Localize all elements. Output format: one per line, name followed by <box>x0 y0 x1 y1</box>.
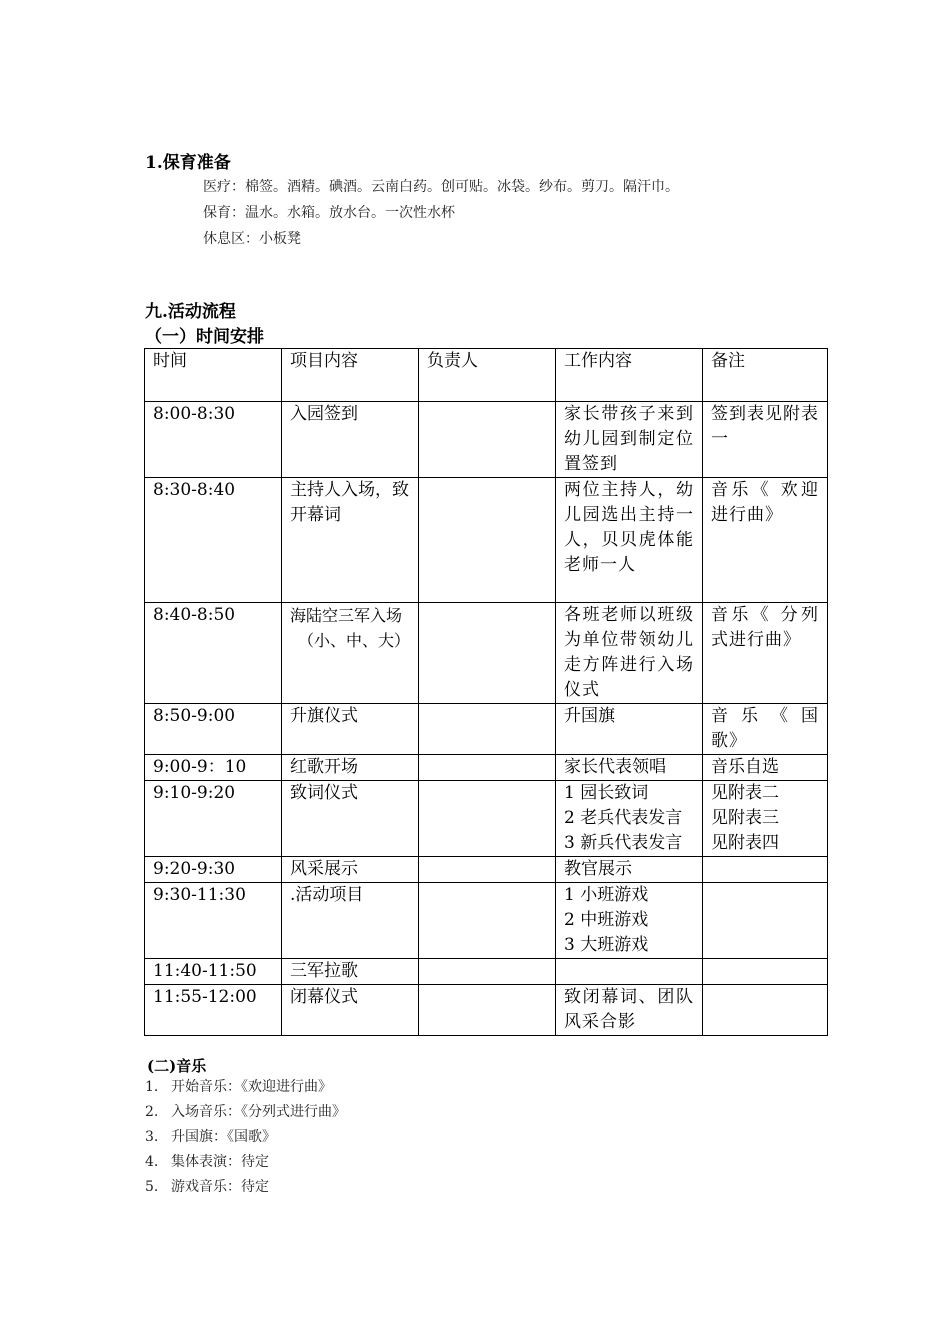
header-work: 工作内容 <box>556 349 703 402</box>
cell-item: 致词仪式 <box>282 781 419 857</box>
schedule-table <box>144 348 828 1036</box>
cell-time: 8:00-8:30 <box>145 402 282 478</box>
cell-item: 闭幕仪式 <box>282 985 419 1036</box>
list-item <box>145 1178 346 1203</box>
care-prep-medical: 医疗：棉签。酒精。碘酒。云南白药。创可贴。冰袋。纱布。剪刀。隔汗巾。 <box>203 179 679 195</box>
section-title-music: (二)音乐 <box>147 1057 207 1075</box>
cell-note <box>703 985 828 1036</box>
cell-item <box>282 603 419 704</box>
cell-work <box>556 883 703 959</box>
care-prep-nursing: 保育：温水。水箱。放水台。一次性水杯 <box>203 205 455 221</box>
cell-time: 9:00-9：10 <box>145 755 282 781</box>
care-prep-rest-area: 休息区：小板凳 <box>203 231 301 247</box>
cell-note: 音 乐 《 国歌》 <box>703 704 828 755</box>
cell-owner <box>419 603 556 704</box>
cell-owner <box>419 478 556 603</box>
cell-item: 升旗仪式 <box>282 704 419 755</box>
cell-work <box>556 959 703 985</box>
list-item-text: 集体表演：待定 <box>171 1154 269 1170</box>
cell-owner <box>419 985 556 1036</box>
music-list <box>145 1078 346 1203</box>
header-time: 时间 <box>145 349 282 402</box>
cell-item: 入园签到 <box>282 402 419 478</box>
list-item <box>145 1153 346 1178</box>
cell-item-line: （小、中、大） <box>298 631 411 650</box>
cell-item: 红歌开场 <box>282 755 419 781</box>
table-row <box>145 883 828 959</box>
cell-owner <box>419 857 556 883</box>
list-item-number: 1. <box>145 1079 159 1095</box>
table-row <box>145 857 828 883</box>
cell-work-line: 2 老兵代表发言 <box>564 808 683 828</box>
list-item-number: 3. <box>145 1129 159 1145</box>
cell-work-line: 1 园长致词 <box>564 783 649 803</box>
table-row <box>145 402 828 478</box>
list-item-text: 游戏音乐：待定 <box>171 1179 269 1195</box>
cell-work-line: 3 新兵代表发言 <box>564 833 683 853</box>
cell-time: 9:20-9:30 <box>145 857 282 883</box>
cell-item-line: 海陆空三军入场 <box>290 606 403 625</box>
cell-note <box>703 959 828 985</box>
cell-work: 家长代表领唱 <box>556 755 703 781</box>
care-prep-list <box>203 178 679 256</box>
cell-owner <box>419 959 556 985</box>
section-title-care-prep: 1.保育准备 <box>145 153 231 173</box>
table-row <box>145 959 828 985</box>
cell-note-line: 见附表二 <box>711 783 779 803</box>
cell-time: 9:10-9:20 <box>145 781 282 857</box>
cell-work: 两位主持人，幼儿园选出主持一人，贝贝虎体能老师一人 <box>556 478 703 603</box>
cell-note: 音乐《 分列式进行曲》 <box>703 603 828 704</box>
list-item <box>145 1103 346 1128</box>
list-item-number: 5. <box>145 1179 159 1195</box>
table-row <box>145 755 828 781</box>
cell-work-line: 3 大班游戏 <box>564 935 649 955</box>
section-title-activity-flow: 九.活动流程 <box>145 302 236 322</box>
cell-note: 音乐自选 <box>703 755 828 781</box>
table-row <box>145 704 828 755</box>
cell-work-line: 2 中班游戏 <box>564 910 649 930</box>
header-note: 备注 <box>703 349 828 402</box>
cell-owner <box>419 755 556 781</box>
cell-work-line: 1 小班游戏 <box>564 885 649 905</box>
table-row <box>145 781 828 857</box>
cell-time: 8:50-9:00 <box>145 704 282 755</box>
cell-note <box>703 883 828 959</box>
cell-time: 9:30-11:30 <box>145 883 282 959</box>
list-item-text: 入场音乐：《分列式进行曲》 <box>171 1104 346 1120</box>
table-row <box>145 478 828 603</box>
cell-item: 主持人入场，致开幕词 <box>282 478 419 603</box>
cell-item: .活动项目 <box>282 883 419 959</box>
cell-note: 签到表见附表一 <box>703 402 828 478</box>
cell-owner <box>419 883 556 959</box>
list-item <box>145 1078 346 1103</box>
cell-note <box>703 857 828 883</box>
cell-work: 升国旗 <box>556 704 703 755</box>
cell-work: 致闭幕词、团队风采合影 <box>556 985 703 1036</box>
cell-note: 音乐《 欢迎进行曲》 <box>703 478 828 603</box>
cell-item: 风采展示 <box>282 857 419 883</box>
list-item-text: 升国旗：《国歌》 <box>171 1129 276 1145</box>
cell-work: 教官展示 <box>556 857 703 883</box>
cell-work: 各班老师以班级为单位带领幼儿走方阵进行入场仪式 <box>556 603 703 704</box>
header-item: 项目内容 <box>282 349 419 402</box>
section-subtitle-schedule: （一）时间安排 <box>145 327 264 347</box>
cell-owner <box>419 402 556 478</box>
cell-note <box>703 781 828 857</box>
cell-time: 8:30-8:40 <box>145 478 282 603</box>
cell-time: 8:40-8:50 <box>145 603 282 704</box>
cell-owner <box>419 781 556 857</box>
cell-work <box>556 781 703 857</box>
cell-owner <box>419 704 556 755</box>
table-row <box>145 985 828 1036</box>
cell-time: 11:55-12:00 <box>145 985 282 1036</box>
header-owner: 负责人 <box>419 349 556 402</box>
list-item <box>145 1128 346 1153</box>
list-item-text: 开始音乐：《欢迎进行曲》 <box>171 1079 332 1095</box>
table-header-row <box>145 349 828 402</box>
list-item-number: 4. <box>145 1154 159 1170</box>
list-item-number: 2. <box>145 1104 159 1120</box>
table-row <box>145 603 828 704</box>
cell-note-line: 见附表四 <box>711 833 779 853</box>
cell-note-line: 见附表三 <box>711 808 779 828</box>
cell-work: 家长带孩子来到幼儿园到制定位置签到 <box>556 402 703 478</box>
cell-item: 三军拉歌 <box>282 959 419 985</box>
cell-time: 11:40-11:50 <box>145 959 282 985</box>
